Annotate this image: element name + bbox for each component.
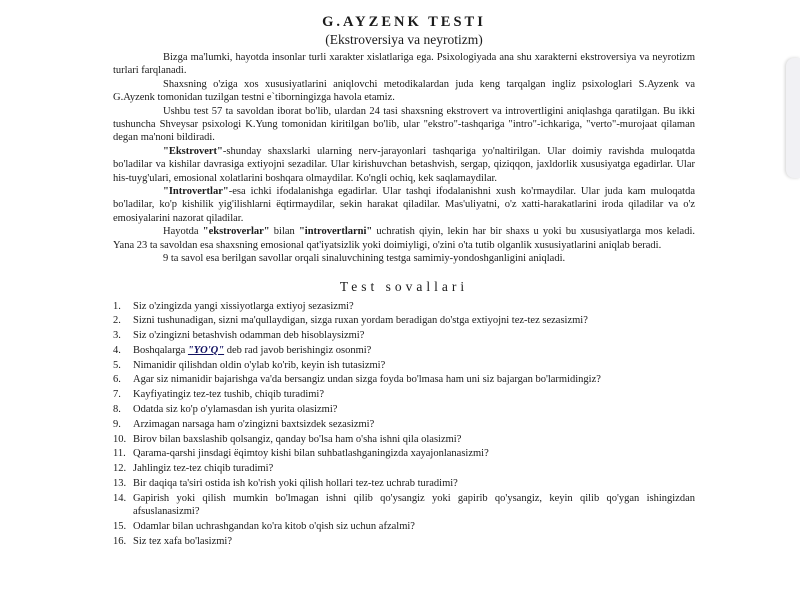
question-number: 11. bbox=[113, 448, 126, 460]
extrovert-text: -shunday shaxslarki ularning nerv-jarayonlari tashqariga yo'naltirilgan. Ular doimiy ravishda muloqatda bo'ladilar va kishilar davrasiga extiyojni sezadilar. Ular kirishuvchan betashvish, sergap, qiziqqon, jaxldorlik xususiyatga egadirlar. Ular his-tuyg'ulari, emosional xolatlarini boshqara olmaydilar. Ko'ngli ochiq, kek saqlamaydilar. bbox=[113, 145, 695, 184]
question-item bbox=[113, 329, 695, 342]
document-subtitle: (Ekstroversiya va neyrotizm) bbox=[325, 32, 483, 47]
question-item bbox=[113, 373, 695, 386]
questions-section-title: Test sovallari bbox=[339, 278, 469, 294]
question-item bbox=[113, 418, 695, 431]
question-item bbox=[113, 477, 695, 490]
side-scroll-tab[interactable] bbox=[786, 58, 800, 178]
question-item bbox=[113, 447, 695, 460]
question-item bbox=[113, 359, 695, 372]
document-content bbox=[113, 13, 695, 550]
question-text: Qarama-qarshi jinsdagi ёqimtoy kishi bilan suhbatlashganingizda xayajonlanasizmi? bbox=[133, 448, 489, 460]
question-number: 3. bbox=[113, 330, 121, 342]
question-text: Bir daqiqa ta'siri ostida ish ko'rish yoki qilish hollari tez-tez uchrab turadimi? bbox=[133, 478, 458, 490]
question-item bbox=[113, 535, 695, 548]
question-number: 7. bbox=[113, 389, 121, 401]
question-text: Gapirish yoki qilish mumkin bo'lmagan ishni qilib qo'ysangiz yoki gapirib qo'ysangiz, keyin qilib qo'ygan ishingizdan afsuslanasizmi? bbox=[133, 492, 695, 518]
question-text: Siz tez xafa bo'lasizmi? bbox=[133, 535, 232, 547]
question-number: 5. bbox=[113, 359, 121, 371]
question-item bbox=[113, 388, 695, 401]
question-text-post: deb rad javob berishingiz osonmi? bbox=[224, 344, 372, 356]
question-text: Odamlar bilan uchrashgandan ko'ra kitob o'qish siz uchun afzalmi? bbox=[133, 520, 415, 532]
question-item bbox=[113, 492, 695, 519]
question-text: Birov bilan baxslashib qolsangiz, qanday bo'lsa ham o'sha ishni qila olasizmi? bbox=[133, 433, 462, 445]
question-number: 16. bbox=[113, 535, 127, 547]
introvert-term: "Introvertlar" bbox=[163, 186, 229, 198]
extrovert-term: "Ekstrovert" bbox=[163, 145, 223, 157]
life-middle: bilan bbox=[269, 226, 299, 238]
introvert-paragraph bbox=[113, 185, 695, 225]
question-text: Nimanidir qilishdan oldin o'ylab ko'rib, keyin ish tutasizmi? bbox=[133, 359, 386, 371]
question-item bbox=[113, 344, 695, 357]
question-number: 6. bbox=[113, 374, 121, 386]
question-text: Odatda siz ko'p o'ylamasdan ish yurita olasizmi? bbox=[133, 404, 338, 416]
question-number: 10. bbox=[113, 433, 127, 445]
question-item bbox=[113, 403, 695, 416]
question-text: Siz o'zingizni betashvish odamman deb hisoblaysizmi? bbox=[133, 330, 365, 342]
intro-paragraph-3: Ushbu test 57 ta savoldan iborat bo'lib, ulardan 24 tasi shaxsning ekstrovert va introvertligini aniqlashga qaratilgan. Bu ikki tushuncha Shveysar psixologi K.Yung tomonidan kiritilgan bo'lib, ular "ekstro"-tashqariga "intro"-ichkariga, "verto"-murojaat qilaman degan ma'noni bildiradi. bbox=[113, 105, 695, 144]
no-emphasis: "YO'Q" bbox=[187, 344, 225, 356]
question-number: 4. bbox=[113, 344, 121, 356]
question-text bbox=[133, 344, 695, 357]
question-number: 14. bbox=[113, 492, 127, 504]
question-text: Arzimagan narsaga ham o'zingizni baxtsizdek sezasizmi? bbox=[133, 418, 375, 430]
introvert-text: -esa ichki ifodalanishga egadirlar. Ular tashqi ifodalanishni xush ko'rmaydilar. Ular juda kam muloqatda bo'ladilar, ko'p kishilik yig'ilishlarni ёqtirmaydilar, sekin harakat qiladilar. Mas'uliyatni, o'z xatti-harakatlarini iroda qiladilar va o'z emosiyalarini nazorat qiladilar. bbox=[113, 186, 695, 224]
life-paragraph bbox=[113, 225, 695, 252]
question-item bbox=[113, 520, 695, 533]
sincerity-paragraph: 9 ta savol esa berilgan savollar orqali sinaluvchining testga samimiy-yondoshganligini aniqladi. bbox=[163, 253, 566, 265]
document-title: G.AYZENK TESTI bbox=[322, 14, 486, 30]
extrovert-term-inline: "ekstroverlar" bbox=[202, 226, 270, 238]
introvert-term-inline: "introvertlarni" bbox=[298, 226, 373, 238]
question-number: 13. bbox=[113, 478, 127, 490]
question-number: 12. bbox=[113, 463, 127, 475]
questions-list bbox=[113, 300, 695, 549]
question-number: 15. bbox=[113, 520, 127, 532]
question-item bbox=[113, 433, 695, 446]
question-text: Jahlingiz tez-tez chiqib turadimi? bbox=[133, 463, 274, 475]
question-text-pre: Boshqalarga bbox=[133, 344, 188, 356]
question-text: Agar siz nimanidir bajarishga va'da bersangiz undan sizga foyda bo'lmasa ham uni siz bajargan bo'larmidingiz? bbox=[133, 374, 601, 386]
life-suffix: uchratish qiyin, lekin har bir shaxs u yoki bu xususiyatlarga mos keladi. Yana 23 ta savoldan esa shaxsning emosional qat'iyatsizlik yoki doimiyligi, o'zini o'ta tutib olganlik xususiyatlarini aniqlab beradi. bbox=[113, 226, 695, 251]
intro-paragraph-2: Shaxsning o'ziga xos xususiyatlarini aniqlovchi metodikalardan juda keng tarqalgan ingliz psixologlari S.Ayzenk va G.Ayzenk tomonidan tuzilgan testni e`tiborningizga havola etamiz. bbox=[113, 78, 695, 104]
question-number: 2. bbox=[113, 315, 121, 327]
question-text: Siz o'zingizda yangi xissiyotlarga extiyoj sezasizmi? bbox=[133, 300, 354, 312]
question-number: 9. bbox=[113, 418, 121, 430]
question-item bbox=[113, 314, 695, 327]
question-number: 8. bbox=[113, 404, 121, 416]
extrovert-paragraph bbox=[113, 145, 695, 185]
question-text: Kayfiyatingiz tez-tez tushib, chiqib turadimi? bbox=[133, 389, 324, 401]
life-prefix: Hayotda bbox=[163, 226, 203, 238]
question-item bbox=[113, 462, 695, 475]
intro-paragraph-1: Bizga ma'lumki, hayotda insonlar turli xarakter xislatlariga ega. Psixologiyada ana shu xarakterni ekstroversiya va neyrotizm turlari farqlanadi. bbox=[113, 52, 695, 77]
question-number: 1. bbox=[113, 300, 121, 312]
question-item bbox=[113, 300, 695, 313]
question-text: Sizni tushunadigan, sizni ma'qullaydigan, sizga ruxan yordam beradigan do'stga extiyojni tez-tez sezasizmi? bbox=[133, 315, 588, 327]
